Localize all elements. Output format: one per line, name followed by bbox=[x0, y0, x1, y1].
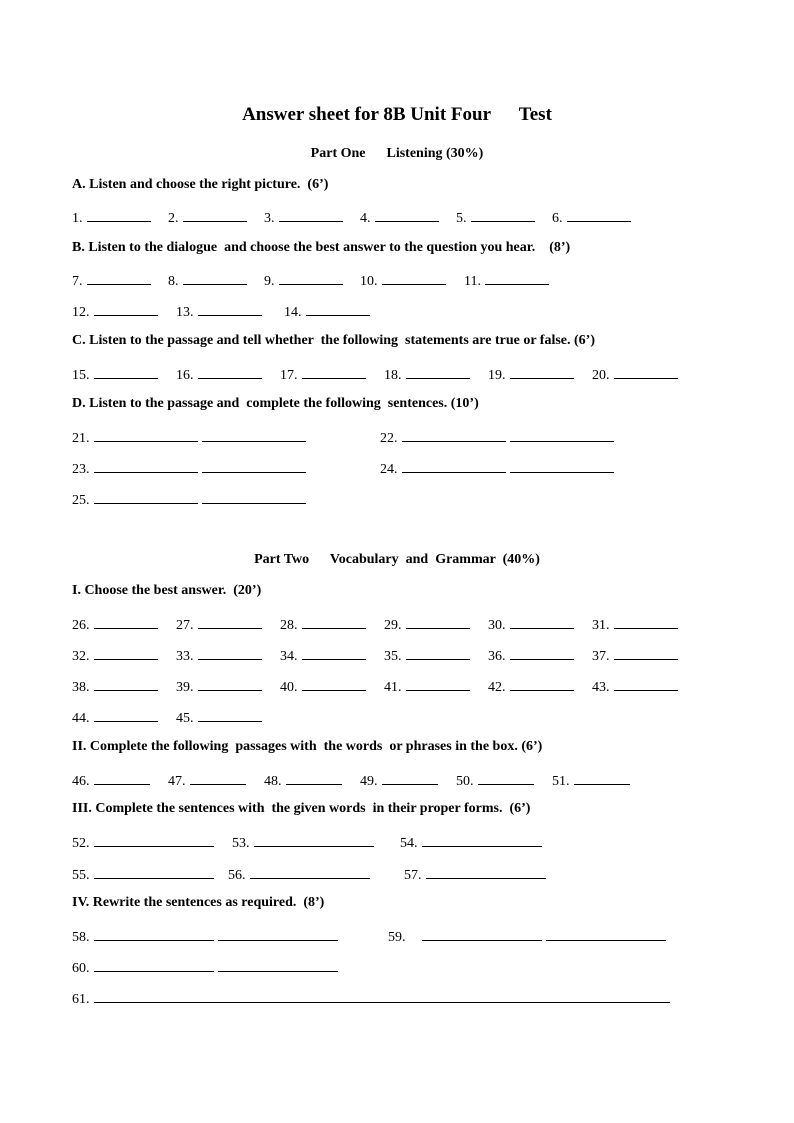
answer-blank[interactable] bbox=[406, 614, 470, 629]
section-iv-heading: IV. Rewrite the sentences as required. (8’) bbox=[72, 895, 325, 910]
question-number: 38. bbox=[72, 680, 90, 695]
question-number: 17. bbox=[280, 368, 298, 383]
answer-item bbox=[72, 864, 214, 884]
answer-item bbox=[72, 207, 151, 227]
answer-blank[interactable] bbox=[198, 614, 262, 629]
answer-item bbox=[72, 926, 338, 946]
answer-blank[interactable] bbox=[254, 832, 374, 847]
question-number: 55. bbox=[72, 868, 90, 883]
answer-item bbox=[552, 207, 631, 227]
answer-blank[interactable] bbox=[478, 770, 534, 785]
answer-blank[interactable] bbox=[546, 926, 666, 941]
question-number: 9. bbox=[264, 274, 275, 289]
section-d-heading: D. Listen to the passage and complete the following sentences. (10’) bbox=[72, 396, 479, 411]
answer-blank[interactable] bbox=[614, 614, 678, 629]
answer-blank[interactable] bbox=[382, 270, 446, 285]
answer-item bbox=[360, 207, 439, 227]
question-number: 23. bbox=[72, 462, 90, 477]
answer-item bbox=[280, 645, 366, 665]
answer-item bbox=[456, 207, 535, 227]
section-b-heading: B. Listen to the dialogue and choose the best answer to the question you hear. (8’) bbox=[72, 240, 571, 255]
answer-blank[interactable] bbox=[510, 364, 574, 379]
question-number: 46. bbox=[72, 774, 90, 789]
question-number: 4. bbox=[360, 211, 371, 226]
answer-blank[interactable] bbox=[510, 614, 574, 629]
answer-item bbox=[552, 770, 630, 790]
question-number: 44. bbox=[72, 711, 90, 726]
question-number: 51. bbox=[552, 774, 570, 789]
question-number: 54. bbox=[400, 836, 418, 851]
answer-blank[interactable] bbox=[94, 832, 214, 847]
answer-item bbox=[72, 988, 670, 1008]
question-number: 57. bbox=[404, 868, 422, 883]
answer-blank[interactable] bbox=[94, 301, 158, 316]
answer-blank[interactable] bbox=[406, 645, 470, 660]
question-number: 13. bbox=[176, 305, 194, 320]
answer-blank[interactable] bbox=[375, 207, 439, 222]
section-a-heading: A. Listen and choose the right picture. (6’) bbox=[72, 177, 329, 192]
question-number: 33. bbox=[176, 649, 194, 664]
answer-blank[interactable] bbox=[402, 458, 506, 473]
question-number: 1. bbox=[72, 211, 83, 226]
answer-blank[interactable] bbox=[406, 676, 470, 691]
answer-item bbox=[384, 645, 470, 665]
answer-item bbox=[380, 427, 614, 447]
answer-blank[interactable] bbox=[198, 707, 262, 722]
answer-item bbox=[456, 770, 534, 790]
question-number: 8. bbox=[168, 274, 179, 289]
question-number: 28. bbox=[280, 618, 298, 633]
answer-blank[interactable] bbox=[183, 270, 247, 285]
answer-blank[interactable] bbox=[614, 364, 678, 379]
question-number: 39. bbox=[176, 680, 194, 695]
answer-blank[interactable] bbox=[94, 489, 198, 504]
answer-item bbox=[488, 364, 574, 384]
answer-item bbox=[72, 427, 306, 447]
answer-item bbox=[388, 926, 666, 946]
answer-blank[interactable] bbox=[202, 458, 306, 473]
question-number: 2. bbox=[168, 211, 179, 226]
answer-item bbox=[176, 676, 262, 696]
answer-blank[interactable] bbox=[198, 645, 262, 660]
answer-item bbox=[176, 301, 262, 321]
question-number: 41. bbox=[384, 680, 402, 695]
question-number: 49. bbox=[360, 774, 378, 789]
answer-item bbox=[72, 832, 214, 852]
answer-blank[interactable] bbox=[426, 864, 546, 879]
question-number: 18. bbox=[384, 368, 402, 383]
answer-item bbox=[380, 458, 614, 478]
answer-blank[interactable] bbox=[306, 301, 370, 316]
question-number: 6. bbox=[552, 211, 563, 226]
answer-blank[interactable] bbox=[87, 207, 151, 222]
answer-blank[interactable] bbox=[510, 645, 574, 660]
question-number: 53. bbox=[232, 836, 250, 851]
answer-blank[interactable] bbox=[94, 676, 158, 691]
answer-item bbox=[72, 270, 151, 290]
answer-blank[interactable] bbox=[302, 364, 366, 379]
answer-blank[interactable] bbox=[614, 645, 678, 660]
answer-item bbox=[72, 458, 306, 478]
answer-blank[interactable] bbox=[286, 770, 342, 785]
answer-item bbox=[280, 676, 366, 696]
question-number: 35. bbox=[384, 649, 402, 664]
answer-blank[interactable] bbox=[94, 614, 158, 629]
answer-blank[interactable] bbox=[198, 364, 262, 379]
answer-item bbox=[404, 864, 546, 884]
answer-blank[interactable] bbox=[87, 270, 151, 285]
answer-blank[interactable] bbox=[94, 988, 670, 1003]
answer-item bbox=[176, 614, 262, 634]
answer-blank[interactable] bbox=[198, 676, 262, 691]
question-number: 61. bbox=[72, 992, 90, 1007]
answer-item bbox=[176, 645, 262, 665]
question-number: 20. bbox=[592, 368, 610, 383]
answer-item bbox=[488, 645, 574, 665]
answer-blank[interactable] bbox=[471, 207, 535, 222]
section-iii-heading: III. Complete the sentences with the given words in their proper forms. (6’) bbox=[72, 801, 531, 816]
answer-item bbox=[72, 957, 338, 977]
question-number: 60. bbox=[72, 961, 90, 976]
question-number: 31. bbox=[592, 618, 610, 633]
answer-item bbox=[72, 676, 158, 696]
question-number: 45. bbox=[176, 711, 194, 726]
answer-blank[interactable] bbox=[510, 458, 614, 473]
answer-item bbox=[264, 270, 343, 290]
answer-item bbox=[592, 645, 678, 665]
answer-blank[interactable] bbox=[202, 427, 306, 442]
question-number: 27. bbox=[176, 618, 194, 633]
answer-item bbox=[464, 270, 549, 290]
answer-item bbox=[488, 676, 574, 696]
answer-item bbox=[72, 364, 158, 384]
answer-item bbox=[284, 301, 370, 321]
section-i-heading: I. Choose the best answer. (20’) bbox=[72, 583, 262, 598]
answer-blank[interactable] bbox=[510, 676, 574, 691]
answer-item bbox=[168, 770, 246, 790]
question-number: 52. bbox=[72, 836, 90, 851]
answer-blank[interactable] bbox=[94, 427, 198, 442]
answer-item bbox=[592, 676, 678, 696]
question-number: 58. bbox=[72, 930, 90, 945]
answer-blank[interactable] bbox=[94, 458, 198, 473]
answer-blank[interactable] bbox=[485, 270, 549, 285]
answer-blank[interactable] bbox=[250, 864, 370, 879]
question-number: 22. bbox=[380, 431, 398, 446]
question-number: 43. bbox=[592, 680, 610, 695]
answer-item bbox=[72, 707, 158, 727]
answer-item bbox=[176, 707, 262, 727]
section-ii-heading: II. Complete the following passages with the words or phrases in the box. (6’) bbox=[72, 739, 543, 754]
answer-item bbox=[400, 832, 542, 852]
answer-blank[interactable] bbox=[94, 707, 158, 722]
answer-item bbox=[360, 770, 438, 790]
answer-item bbox=[280, 364, 366, 384]
question-number: 30. bbox=[488, 618, 506, 633]
answer-blank[interactable] bbox=[202, 489, 306, 504]
answer-blank[interactable] bbox=[279, 207, 343, 222]
answer-item bbox=[72, 301, 158, 321]
question-number: 12. bbox=[72, 305, 90, 320]
answer-item bbox=[280, 614, 366, 634]
answer-blank[interactable] bbox=[94, 957, 214, 972]
question-number: 36. bbox=[488, 649, 506, 664]
answer-blank[interactable] bbox=[190, 770, 246, 785]
question-number: 21. bbox=[72, 431, 90, 446]
section-c-heading: C. Listen to the passage and tell whether the following statements are true or false. (6’) bbox=[72, 333, 595, 348]
answer-blank[interactable] bbox=[382, 770, 438, 785]
question-number: 34. bbox=[280, 649, 298, 664]
answer-item bbox=[264, 770, 342, 790]
answer-blank[interactable] bbox=[567, 207, 631, 222]
answer-blank[interactable] bbox=[94, 364, 158, 379]
answer-blank[interactable] bbox=[218, 926, 338, 941]
answer-blank[interactable] bbox=[510, 427, 614, 442]
question-number: 7. bbox=[72, 274, 83, 289]
answer-blank[interactable] bbox=[422, 926, 542, 941]
answer-blank[interactable] bbox=[302, 645, 366, 660]
answer-item bbox=[360, 270, 446, 290]
answer-blank[interactable] bbox=[94, 770, 150, 785]
answer-blank[interactable] bbox=[302, 614, 366, 629]
answer-blank[interactable] bbox=[574, 770, 630, 785]
answer-blank[interactable] bbox=[94, 864, 214, 879]
answer-item bbox=[264, 207, 343, 227]
answer-item bbox=[384, 676, 470, 696]
answer-blank[interactable] bbox=[402, 427, 506, 442]
answer-blank[interactable] bbox=[302, 676, 366, 691]
answer-blank[interactable] bbox=[94, 645, 158, 660]
answer-item bbox=[72, 614, 158, 634]
question-number: 32. bbox=[72, 649, 90, 664]
answer-item bbox=[232, 832, 374, 852]
answer-item bbox=[228, 864, 370, 884]
question-number: 48. bbox=[264, 774, 282, 789]
answer-item bbox=[72, 489, 306, 509]
question-number: 37. bbox=[592, 649, 610, 664]
question-number: 10. bbox=[360, 274, 378, 289]
answer-item bbox=[592, 364, 678, 384]
question-number: 11. bbox=[464, 274, 481, 289]
answer-item bbox=[168, 207, 247, 227]
question-number: 14. bbox=[284, 305, 302, 320]
question-number: 59. bbox=[388, 930, 406, 945]
question-number: 16. bbox=[176, 368, 194, 383]
answer-item bbox=[488, 614, 574, 634]
answer-blank[interactable] bbox=[183, 207, 247, 222]
answer-item bbox=[72, 645, 158, 665]
question-number: 3. bbox=[264, 211, 275, 226]
question-number: 42. bbox=[488, 680, 506, 695]
question-number: 56. bbox=[228, 868, 246, 883]
page-title: Answer sheet for 8B Unit Four Test bbox=[242, 104, 552, 125]
question-number: 40. bbox=[280, 680, 298, 695]
question-number: 47. bbox=[168, 774, 186, 789]
answer-blank[interactable] bbox=[94, 926, 214, 941]
part-one-heading: Part One Listening (30%) bbox=[310, 146, 484, 161]
answer-blank[interactable] bbox=[406, 364, 470, 379]
question-number: 19. bbox=[488, 368, 506, 383]
answer-item bbox=[176, 364, 262, 384]
question-number: 50. bbox=[456, 774, 474, 789]
answer-item bbox=[384, 614, 470, 634]
answer-item bbox=[384, 364, 470, 384]
answer-blank[interactable] bbox=[279, 270, 343, 285]
question-number: 5. bbox=[456, 211, 467, 226]
answer-blank[interactable] bbox=[422, 832, 542, 847]
question-number: 25. bbox=[72, 493, 90, 508]
question-number: 26. bbox=[72, 618, 90, 633]
answer-blank[interactable] bbox=[218, 957, 338, 972]
question-number: 15. bbox=[72, 368, 90, 383]
answer-item bbox=[72, 770, 150, 790]
answer-item bbox=[592, 614, 678, 634]
question-number: 29. bbox=[384, 618, 402, 633]
answer-item bbox=[168, 270, 247, 290]
answer-blank[interactable] bbox=[614, 676, 678, 691]
answer-blank[interactable] bbox=[198, 301, 262, 316]
part-two-heading: Part Two Vocabulary and Grammar (40%) bbox=[254, 552, 540, 567]
question-number: 24. bbox=[380, 462, 398, 477]
